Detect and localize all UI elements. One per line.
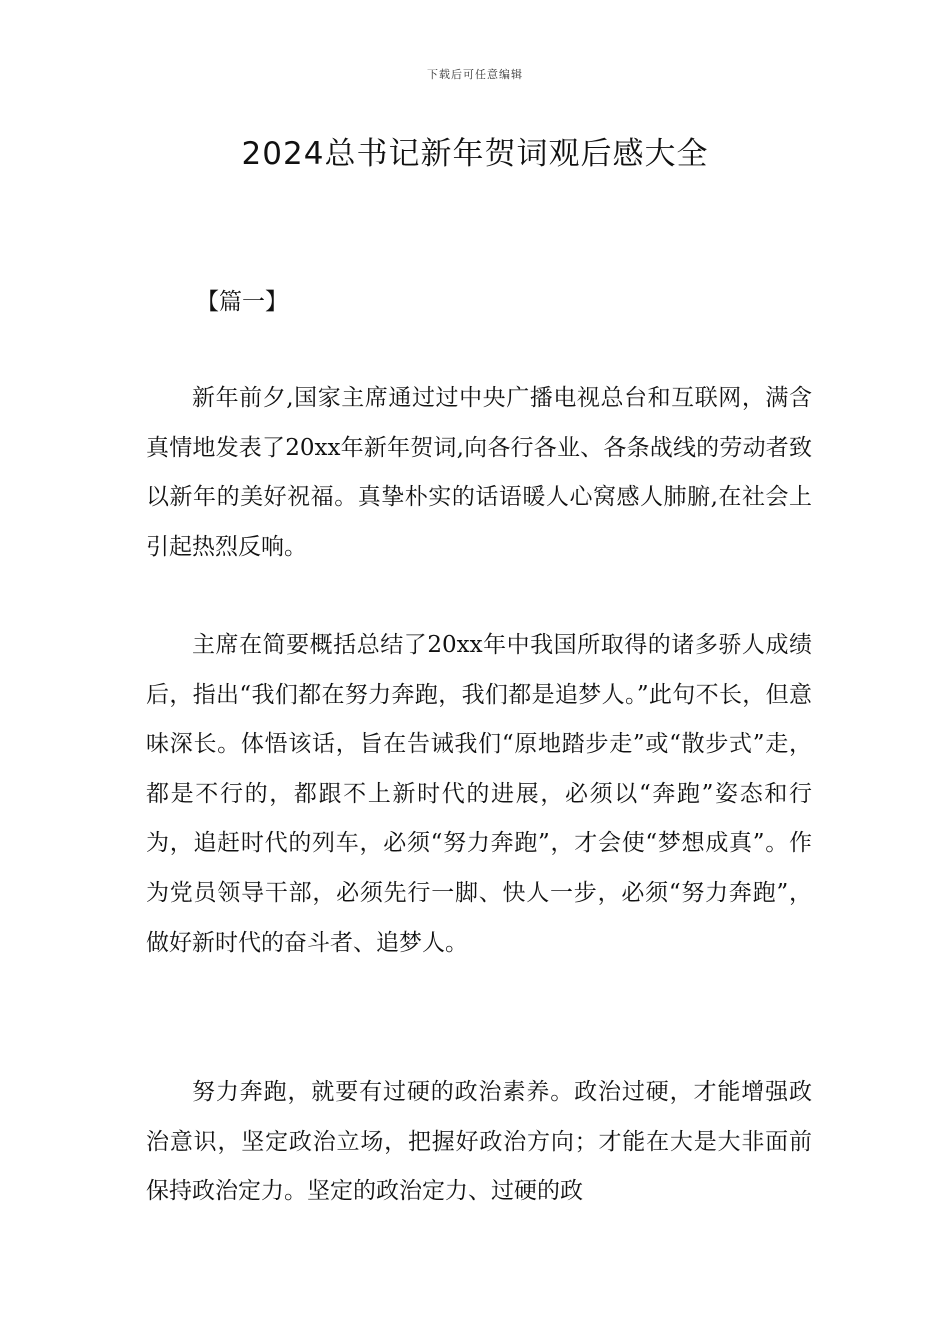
section-heading: 【篇一】 xyxy=(196,289,288,315)
body-paragraph-1: 新年前夕,国家主席通过过中央广播电视总台和互联网，满含真情地发表了20xx年新年贺词,向各行各业、各条战线的劳动者致以新年的美好祝福。真挚朴实的话语暖人心窝感人肺腑,在社会上引起热烈反响。 xyxy=(146,385,812,560)
body-paragraph-2: 主席在简要概括总结了20xx年中我国所取得的诸多骄人成绩后，指出“我们都在努力奔跑，我们都是追梦人。”此句不长，但意味深长。体悟该话，旨在告诫我们“原地踏步走”或“散步式”走，都是不行的，都跟不上新时代的进展，必须以“奔跑”姿态和行为，追赶时代的列车，必须“努力奔跑”，才会使“梦想成真”。作为党员领导干部，必须先行一脚、快人一步，必须“努力奔跑”，做好新时代的奋斗者、追梦人。 xyxy=(146,632,812,956)
page-header-note: 下载后可任意编辑 xyxy=(427,68,523,81)
document-title: 2024总书记新年贺词观后感大全 xyxy=(241,136,709,172)
body-paragraph-3: 努力奔跑，就要有过硬的政治素养。政治过硬，才能增强政治意识，坚定政治立场，把握好政治方向；才能在大是大非面前保持政治定力。坚定的政治定力、过硬的政 xyxy=(146,1079,812,1205)
